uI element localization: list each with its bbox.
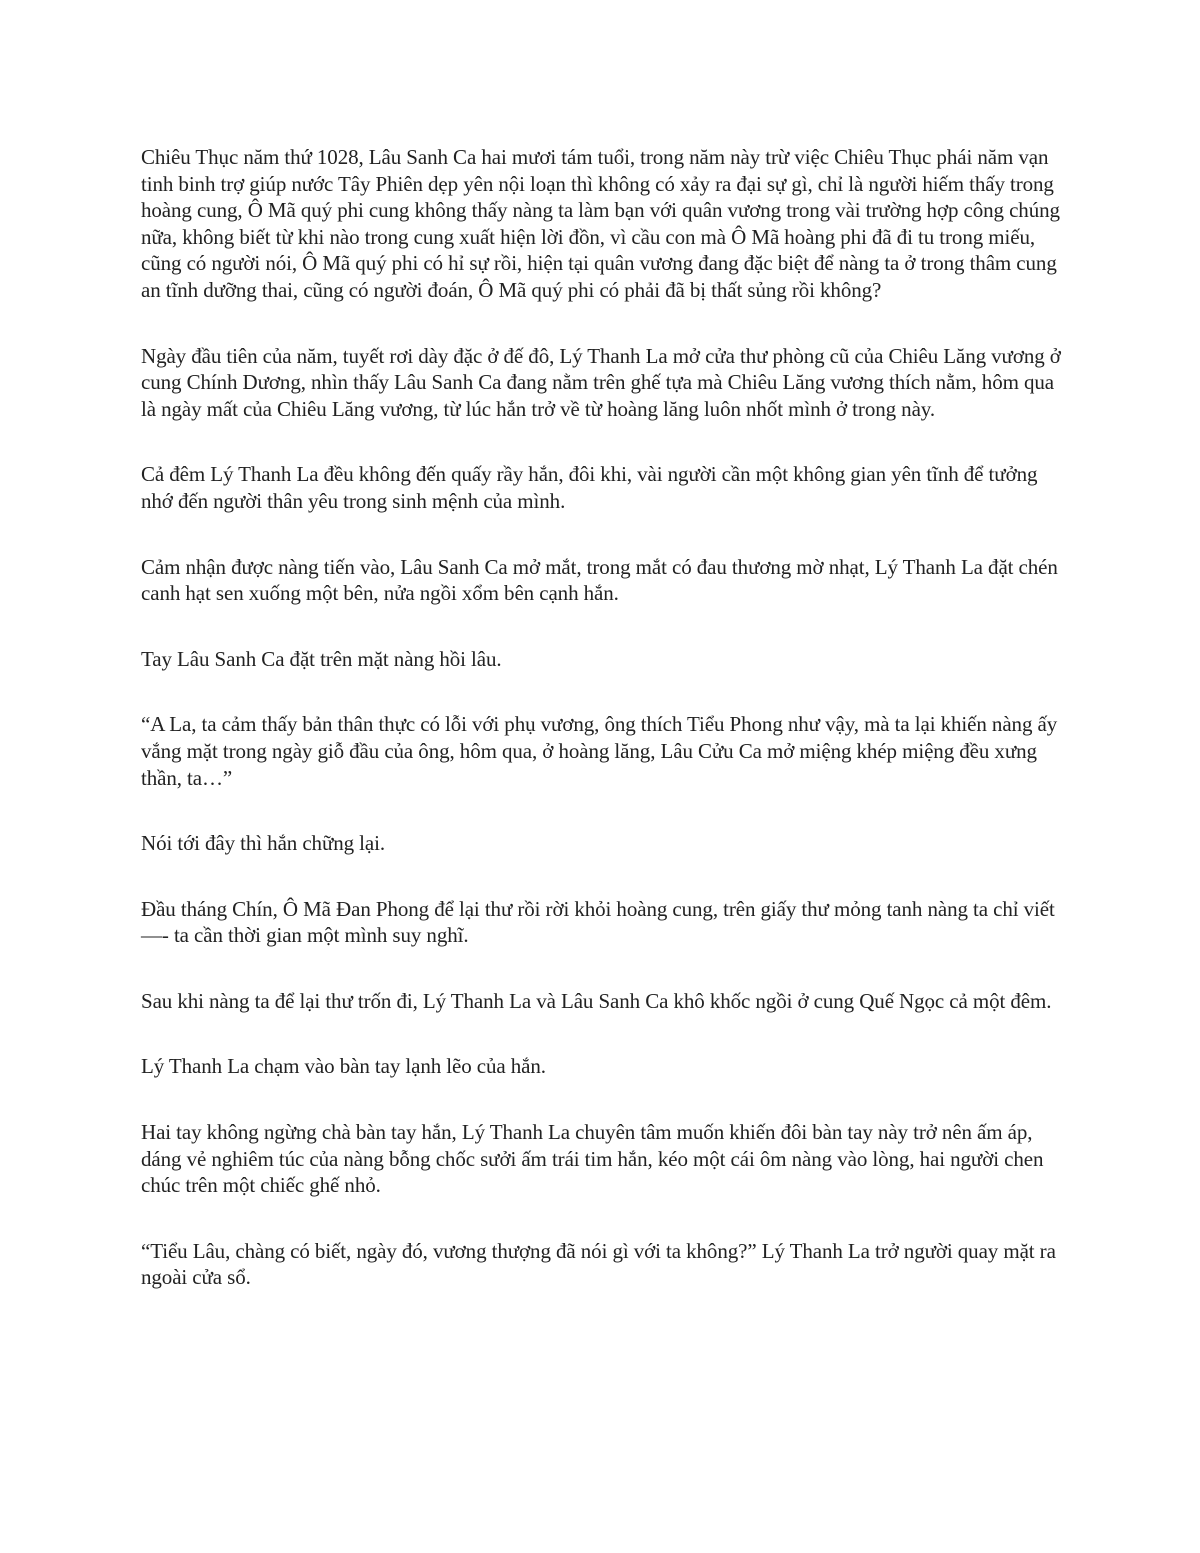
paragraph: Nói tới đây thì hắn chững lại. — [141, 831, 386, 856]
paragraph: “A La, ta cảm thấy bản thân thực có lỗi với phụ vương, ông thích Tiểu Phong như vậy, mà ta lại khiến nàng ấy vắng mặt trong ngày giỗ đầu của ông, hôm qua, ở hoàng lăng, Lâu Cửu Ca mở miệng khép miệng đều xưng thần, ta…” — [141, 712, 1058, 790]
paragraph: Đầu tháng Chín, Ô Mã Đan Phong để lại thư rồi rời khỏi hoàng cung, trên giấy thư mỏng tanh nàng ta chỉ viết —- ta cần thời gian một mình suy nghĩ. — [141, 896, 1055, 948]
paragraph: “Tiểu Lâu, chàng có biết, ngày đó, vương thượng đã nói gì với ta không?” Lý Thanh La trở người quay mặt ra ngoài cửa sổ. — [141, 1238, 1056, 1290]
paragraph: Tay Lâu Sanh Ca đặt trên mặt nàng hồi lâu. — [141, 646, 502, 671]
paragraph: Chiêu Thục năm thứ 1028, Lâu Sanh Ca hai mươi tám tuổi, trong năm này trừ việc Chiêu Thục phái năm vạn tinh binh trợ giúp nước Tây Phiên dẹp yên nội loạn thì không có xảy ra đại sự gì, chỉ là người hiếm thấy trong hoàng cung, Ô Mã quý phi cung không thấy nàng ta làm bạn với quân vương trong vài trường hợp công chúng nữa, không biết từ khi nào trong cung xuất hiện lời đồn, vì cầu con mà Ô Mã hoàng phi đã đi tu trong miếu, cũng có người nói, Ô Mã quý phi có hỉ sự rồi, hiện tại quân vương đang đặc biệt để nàng ta ở trong thâm cung an tĩnh dưỡng thai, cũng có người đoán, Ô Mã quý phi có phải đã bị thất sủng rồi không? — [141, 145, 1060, 302]
paragraph: Cảm nhận được nàng tiến vào, Lâu Sanh Ca mở mắt, trong mắt có đau thương mờ nhạt, Lý Thanh La đặt chén canh hạt sen xuống một bên, nửa ngồi xổm bên cạnh hắn. — [141, 554, 1058, 606]
paragraph: Ngày đầu tiên của năm, tuyết rơi dày đặc ở đế đô, Lý Thanh La mở cửa thư phòng cũ của Chiêu Lăng vương ở cung Chính Dương, nhìn thấy Lâu Sanh Ca đang nằm trên ghế tựa mà Chiêu Lăng vương thích nằm, hôm qua là ngày mất của Chiêu Lăng vương, từ lúc hắn trở về từ hoàng lăng luôn nhốt mình ở trong này. — [141, 343, 1061, 421]
paragraph: Sau khi nàng ta để lại thư trốn đi, Lý Thanh La và Lâu Sanh Ca khô khốc ngồi ở cung Quế Ngọc cả một đêm. — [141, 988, 1052, 1013]
paragraph: Lý Thanh La chạm vào bàn tay lạnh lẽo của hắn. — [141, 1054, 546, 1079]
document-body — [141, 144, 1066, 1330]
paragraph: Cả đêm Lý Thanh La đều không đến quấy rầy hắn, đôi khi, vài người cần một không gian yên tĩnh để tưởng nhớ đến người thân yêu trong sinh mệnh của mình. — [141, 462, 1038, 513]
paragraph: Hai tay không ngừng chà bàn tay hắn, Lý Thanh La chuyên tâm muốn khiến đôi bàn tay này trở nên ấm áp, dáng vẻ nghiêm túc của nàng bỗng chốc sưởi ấm trái tim hắn, kéo một cái ôm nàng vào lòng, hai người chen chúc trên một chiếc ghế nhỏ. — [141, 1120, 1044, 1198]
